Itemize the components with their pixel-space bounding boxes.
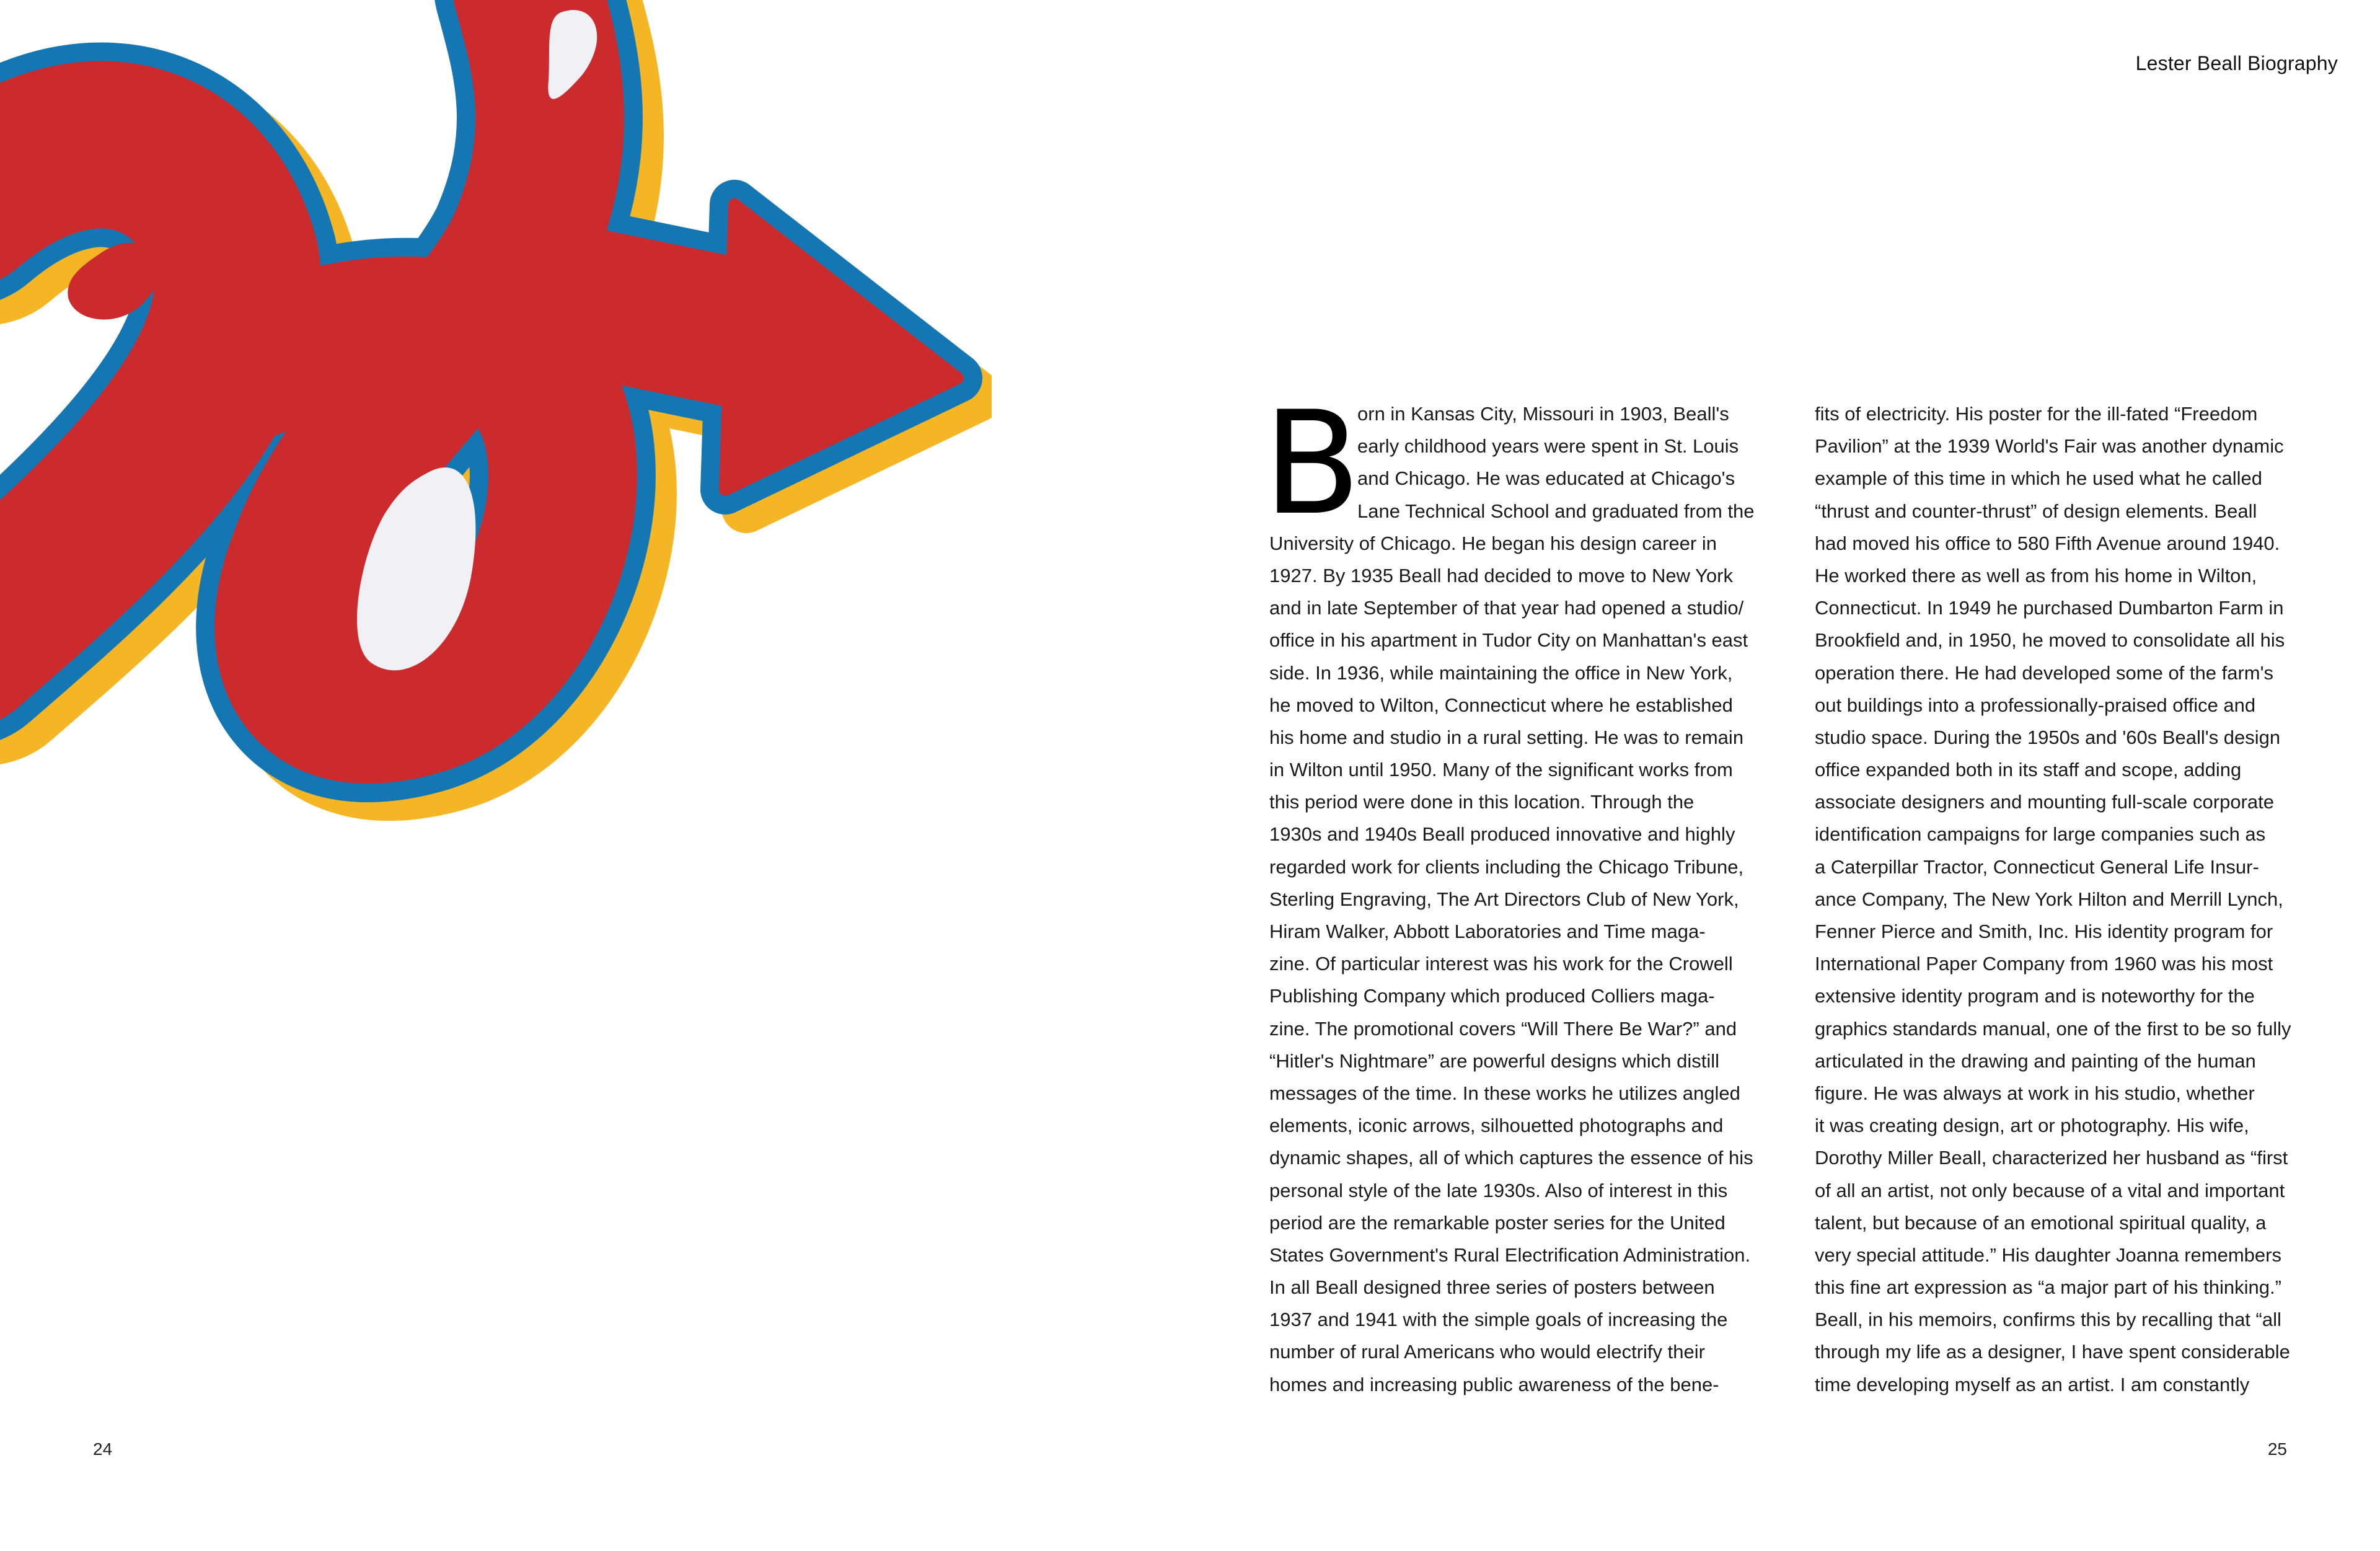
- text-line: dynamic shapes, all of which captures the essence of his: [1269, 1147, 1753, 1169]
- text-line: associate designers and mounting full-scale corporate: [1815, 791, 2274, 813]
- text-line: International Paper Company from 1960 was his most: [1815, 953, 2273, 975]
- text-line: fits of electricity. His poster for the ill-fated “Freedom: [1815, 403, 2258, 425]
- text-line: He worked there as well as from his home in Wilton,: [1815, 564, 2257, 586]
- text-line: graphics standards manual, one of the first to be so fully: [1815, 1017, 2291, 1040]
- text-line: number of rural Americans who would electrify their: [1269, 1341, 1705, 1363]
- text-line: he moved to Wilton, Connecticut where he established: [1269, 694, 1733, 716]
- text-line: zine. Of particular interest was his work for the Crowell: [1269, 953, 1733, 975]
- text-line: in Wilton until 1950. Many of the significant works from: [1269, 759, 1733, 781]
- text-line: personal style of the late 1930s. Also of interest in this: [1269, 1179, 1728, 1201]
- text-line: talent, but because of an emotional spiritual quality, a: [1815, 1211, 2267, 1234]
- text-line: his home and studio in a rural setting. He was to remain: [1269, 726, 1744, 748]
- body-column-left: [1263, 381, 1802, 1401]
- text-line: it was creating design, art or photography. His wife,: [1815, 1115, 2249, 1137]
- text-line: Lane Technical School and graduated from the: [1357, 500, 1755, 522]
- text-line: figure. He was always at work in his studio, whether: [1815, 1082, 2255, 1104]
- text-line: regarded work for clients including the Chicago Tribune,: [1269, 855, 1744, 878]
- text-line: “thrust and counter-thrust” of design elements. Beall: [1815, 500, 2257, 522]
- text-line: 1927. By 1935 Beall had decided to move to New York: [1269, 564, 1733, 586]
- red-arrow-illustration: [0, 0, 992, 831]
- text-line: 1930s and 1940s Beall produced innovative and highly: [1269, 823, 1735, 846]
- text-line: Pavilion” at the 1939 World's Fair was another dynamic: [1815, 435, 2284, 457]
- text-line: this fine art expression as “a major part of his thinking.”: [1815, 1276, 2281, 1299]
- text-line: a Caterpillar Tractor, Connecticut General Life Insur-: [1815, 855, 2259, 878]
- text-line: articulated in the drawing and painting of the human: [1815, 1049, 2256, 1072]
- text-line: University of Chicago. He began his design career in: [1269, 532, 1717, 554]
- text-line: Publishing Company which produced Colliers maga-: [1269, 985, 1715, 1007]
- text-line: identification campaigns for large companies such as: [1815, 823, 2266, 846]
- text-line: zine. The promotional covers “Will There Be War?” and: [1269, 1017, 1737, 1040]
- text-line: very special attitude.” His daughter Joanna remembers: [1815, 1244, 2281, 1266]
- text-line: States Government's Rural Electrification Administration.: [1269, 1244, 1751, 1266]
- drop-cap: B: [1263, 381, 1361, 547]
- text-line: studio space. During the 1950s and '60s Beall's design: [1815, 726, 2281, 748]
- page-number-left: 24: [93, 1439, 113, 1459]
- text-line: extensive identity program and is noteworthy for the: [1815, 985, 2255, 1007]
- text-line: Dorothy Miller Beall, characterized her husband as “first: [1815, 1147, 2288, 1169]
- text-line: homes and increasing public awareness of the bene-: [1269, 1373, 1719, 1395]
- page-number-right: 25: [2267, 1439, 2287, 1459]
- text-line: time developing myself as an artist. I am constantly: [1815, 1373, 2250, 1395]
- text-line: side. In 1936, while maintaining the office in New York,: [1269, 661, 1733, 684]
- text-line: and in late September of that year had opened a studio/: [1269, 597, 1744, 619]
- text-line: out buildings into a professionally-praised office and: [1815, 694, 2256, 716]
- running-head: Lester Beall Biography: [2135, 52, 2338, 74]
- text-line: “Hitler's Nightmare” are powerful designs which distill: [1269, 1049, 1720, 1072]
- body-column-right: [1815, 398, 2348, 1401]
- text-line: Beall, in his memoirs, confirms this by recalling that “all: [1815, 1309, 2281, 1331]
- text-line: In all Beall designed three series of posters between: [1269, 1276, 1715, 1299]
- text-line: Connecticut. In 1949 he purchased Dumbarton Farm in: [1815, 597, 2284, 619]
- text-line: example of this time in which he used what he called: [1815, 467, 2263, 490]
- text-line: this period were done in this location. Through the: [1269, 791, 1695, 813]
- text-line: Sterling Engraving, The Art Directors Club of New York,: [1269, 888, 1739, 910]
- text-line: ance Company, The New York Hilton and Merrill Lynch,: [1815, 888, 2283, 910]
- text-line: of all an artist, not only because of a vital and important: [1815, 1179, 2285, 1201]
- text-line: orn in Kansas City, Missouri in 1903, Beall's: [1357, 403, 1729, 425]
- text-line: elements, iconic arrows, silhouetted photographs and: [1269, 1115, 1724, 1137]
- text-line: operation there. He had developed some of the farm's: [1815, 661, 2274, 684]
- text-line: 1937 and 1941 with the simple goals of increasing the: [1269, 1309, 1728, 1331]
- text-line: Brookfield and, in 1950, he moved to consolidate all his: [1815, 629, 2285, 652]
- text-line: through my life as a designer, I have spent considerable: [1815, 1341, 2290, 1363]
- text-line: Hiram Walker, Abbott Laboratories and Time maga-: [1269, 921, 1706, 942]
- text-line: period are the remarkable poster series for the United: [1269, 1211, 1726, 1234]
- text-line: had moved his office to 580 Fifth Avenue around 1940.: [1815, 532, 2280, 554]
- text-line: and Chicago. He was educated at Chicago's: [1357, 467, 1735, 490]
- text-line: messages of the time. In these works he utilizes angled: [1269, 1082, 1740, 1104]
- text-line: office expanded both in its staff and scope, adding: [1815, 759, 2242, 781]
- text-line: early childhood years were spent in St. Louis: [1357, 435, 1739, 457]
- text-line: Fenner Pierce and Smith, Inc. His identity program for: [1815, 921, 2273, 942]
- text-line: office in his apartment in Tudor City on Manhattan's east: [1269, 629, 1748, 652]
